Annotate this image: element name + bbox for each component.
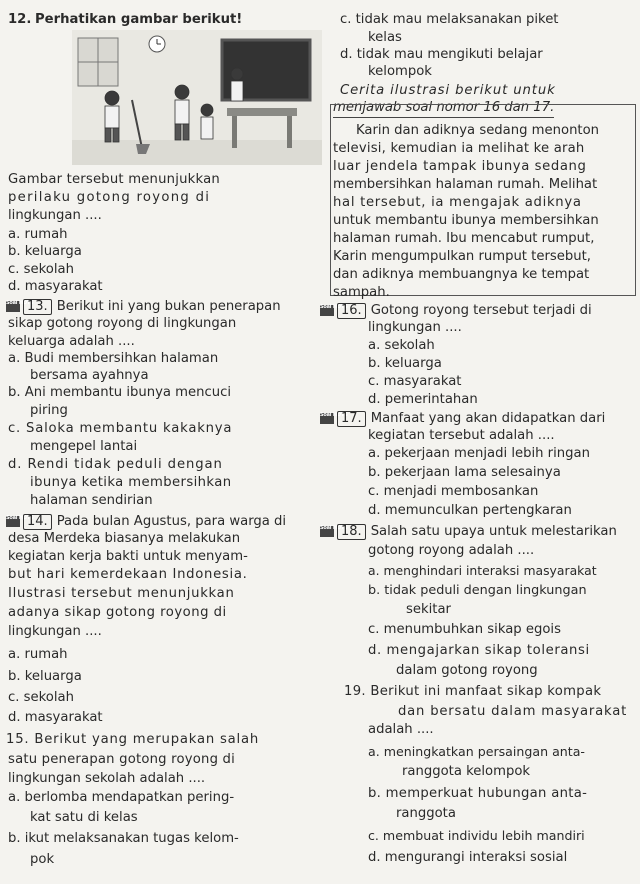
q15-header	[6, 732, 259, 748]
story-line-4: membersihkan halaman rumah. Melihat	[333, 177, 598, 192]
story-line-9: dan adiknya membuangnya ke tempat	[333, 267, 590, 282]
q18-option-b-cont: sekitar	[406, 602, 451, 617]
q16-option-c[interactable]: c. masyarakat	[368, 374, 462, 389]
q12-prompt: Perhatikan gambar berikut!	[35, 12, 243, 27]
q19-header	[344, 684, 601, 700]
q13-option-a-cont: bersama ayahnya	[30, 368, 149, 383]
q12-option-d-cont: kelompok	[368, 64, 432, 79]
q14-option-b[interactable]: b. keluarga	[8, 669, 82, 684]
q12-caption-line-3: lingkungan ....	[8, 208, 102, 223]
q14-line-7: lingkungan ....	[8, 624, 102, 639]
q14-line-3: kegiatan kerja bakti untuk menyam-	[8, 549, 248, 564]
q14-line-6: adanya sikap gotong royong di	[8, 605, 227, 620]
q13-line-2: sikap gotong royong di lingkungan	[8, 316, 237, 331]
q18-option-d[interactable]: d. mengajarkan sikap toleransi	[368, 643, 590, 658]
q12-caption-line-1: Gambar tersebut menunjukkan	[8, 172, 220, 187]
q14-number: 14.	[23, 514, 52, 530]
q19-option-a[interactable]: a. meningkatkan persaingan anta-	[368, 744, 585, 759]
q14-line-1: Pada bulan Agustus, para warga di	[56, 514, 287, 529]
q19-line-2: dan bersatu dalam masyarakat	[398, 704, 628, 719]
q14-line-4: but hari kemerdekaan Indonesia.	[8, 567, 248, 582]
q14-header	[6, 514, 286, 530]
q13-number: 13.	[23, 299, 52, 315]
q13-option-b-cont: piring	[30, 403, 68, 418]
story-line-6: untuk membantu ibunya membersihkan	[333, 213, 599, 228]
q19-line-3: adalah ....	[368, 722, 434, 737]
q18-line-1: Salah satu upaya untuk melestarikan	[370, 524, 617, 539]
q16-option-b[interactable]: b. keluarga	[368, 356, 442, 371]
q18-header	[320, 524, 617, 540]
q14-option-a[interactable]: a. rumah	[8, 647, 68, 662]
hots-tag: Soal HOTS	[320, 413, 334, 424]
q18-option-d-cont: dalam gotong royong	[396, 663, 538, 678]
hots-tag: Soal HOTS	[6, 516, 20, 527]
q16-header	[320, 303, 592, 319]
q19-number: 19.	[344, 684, 366, 699]
q16-number: 16.	[337, 303, 366, 319]
q12-option-d[interactable]: d. masyarakat	[8, 279, 103, 294]
q18-line-2: gotong royong adalah ....	[368, 543, 535, 558]
story-line-1: Karin dan adiknya sedang menonton	[356, 123, 600, 138]
q17-header	[320, 411, 605, 427]
hots-tag: Soal HOTS	[6, 301, 20, 312]
q15-option-a-cont: kat satu di kelas	[30, 810, 138, 825]
q12-option-a[interactable]: a. rumah	[8, 227, 68, 242]
q14-option-c[interactable]: c. sekolah	[8, 690, 74, 705]
q17-option-c[interactable]: c. menjadi membosankan	[368, 484, 539, 499]
story-title-line-1: Cerita ilustrasi berikut untuk	[340, 83, 556, 98]
classroom-illustration-svg	[72, 30, 322, 165]
q13-option-d-cont-1: ibunya ketika membersihkan	[30, 475, 232, 490]
q18-number: 18.	[337, 524, 366, 540]
q15-line-3: lingkungan sekolah adalah ....	[8, 771, 206, 786]
q13-option-d-cont-2: halaman sendirian	[30, 493, 153, 508]
q13-option-c-cont: mengepel lantai	[30, 439, 138, 454]
q13-header	[6, 299, 281, 315]
story-line-2: televisi, kemudian ia melihat ke arah	[333, 141, 585, 156]
q13-line-1: Berikut ini yang bukan penerapan	[56, 299, 281, 314]
q16-option-a[interactable]: a. sekolah	[368, 338, 435, 353]
story-line-8: Karin mengumpulkan rumput tersebut,	[333, 249, 591, 264]
hots-tag: Soal HOTS	[320, 305, 334, 316]
q15-number: 15.	[6, 732, 30, 747]
q15-option-b-cont: pok	[30, 852, 55, 867]
q12-caption-line-2: perilaku gotong royong di	[8, 190, 211, 205]
q12-option-c[interactable]: c. sekolah	[8, 262, 74, 277]
q17-number: 17.	[337, 411, 366, 427]
story-line-10: sampah.	[333, 285, 390, 300]
q13-option-c[interactable]: c. Saloka membantu kakaknya	[8, 421, 233, 436]
classroom-illustration	[72, 30, 322, 165]
q15-option-b[interactable]: b. ikut melaksanakan tugas kelom-	[8, 831, 239, 846]
q13-line-3: keluarga adalah ....	[8, 334, 135, 349]
q19-option-b[interactable]: b. memperkuat hubungan anta-	[368, 786, 588, 801]
q14-line-5: Ilustrasi tersebut menunjukkan	[8, 586, 235, 601]
q12-option-b[interactable]: b. keluarga	[8, 244, 82, 259]
q12-option-c-right[interactable]: c. tidak mau melaksanakan piket	[340, 12, 559, 27]
q15-line-2: satu penerapan gotong royong di	[8, 752, 235, 767]
q14-line-2: desa Merdeka biasanya melakukan	[8, 531, 241, 546]
q16-line-2: lingkungan ....	[368, 320, 462, 335]
q12-option-c-cont: kelas	[368, 30, 402, 45]
q13-option-a[interactable]: a. Budi membersihkan halaman	[8, 351, 219, 366]
q12-option-d-right[interactable]: d. tidak mau mengikuti belajar	[340, 47, 543, 62]
story-line-7: halaman rumah. Ibu mencabut rumput,	[333, 231, 595, 246]
q19-option-a-cont: ranggota kelompok	[402, 764, 531, 779]
q19-option-b-cont: ranggota	[396, 806, 456, 821]
q13-option-b[interactable]: b. Ani membantu ibunya mencuci	[8, 385, 231, 400]
q17-option-a[interactable]: a. pekerjaan menjadi lebih ringan	[368, 446, 590, 461]
q17-option-b[interactable]: b. pekerjaan lama selesainya	[368, 465, 561, 480]
q16-option-d[interactable]: d. pemerintahan	[368, 392, 478, 407]
hots-tag: Soal HOTS	[320, 526, 334, 537]
story-line-5: hal tersebut, ia mengajak adiknya	[333, 195, 582, 210]
q12-number: 12.	[8, 12, 32, 27]
q13-option-d[interactable]: d. Rendi tidak peduli dengan	[8, 457, 223, 472]
q18-option-b[interactable]: b. tidak peduli dengan lingkungan	[368, 583, 587, 598]
q14-option-d[interactable]: d. masyarakat	[8, 710, 103, 725]
q18-option-c[interactable]: c. menumbuhkan sikap egois	[368, 622, 561, 637]
q15-option-a[interactable]: a. berlomba mendapatkan pering-	[8, 790, 235, 805]
q16-line-1: Gotong royong tersebut terjadi di	[370, 303, 592, 318]
story-title-line-2: menjawab soal nomor 16 dan 17.	[333, 100, 554, 118]
q17-line-1: Manfaat yang akan didapatkan dari	[370, 411, 606, 426]
q19-option-c[interactable]: c. membuat individu lebih mandiri	[368, 828, 585, 843]
q18-option-a[interactable]: a. menghindari interaksi masyarakat	[368, 563, 597, 578]
q17-option-d[interactable]: d. memunculkan pertengkaran	[368, 503, 572, 518]
story-line-3: luar jendela tampak ibunya sedang	[333, 159, 587, 174]
q19-option-d[interactable]: d. mengurangi interaksi sosial	[368, 850, 568, 865]
q19-line-1: Berikut ini manfaat sikap kompak	[370, 684, 602, 699]
q15-line-1: Berikut yang merupakan salah	[34, 732, 260, 747]
q17-line-2: kegiatan tersebut adalah ....	[368, 428, 555, 443]
